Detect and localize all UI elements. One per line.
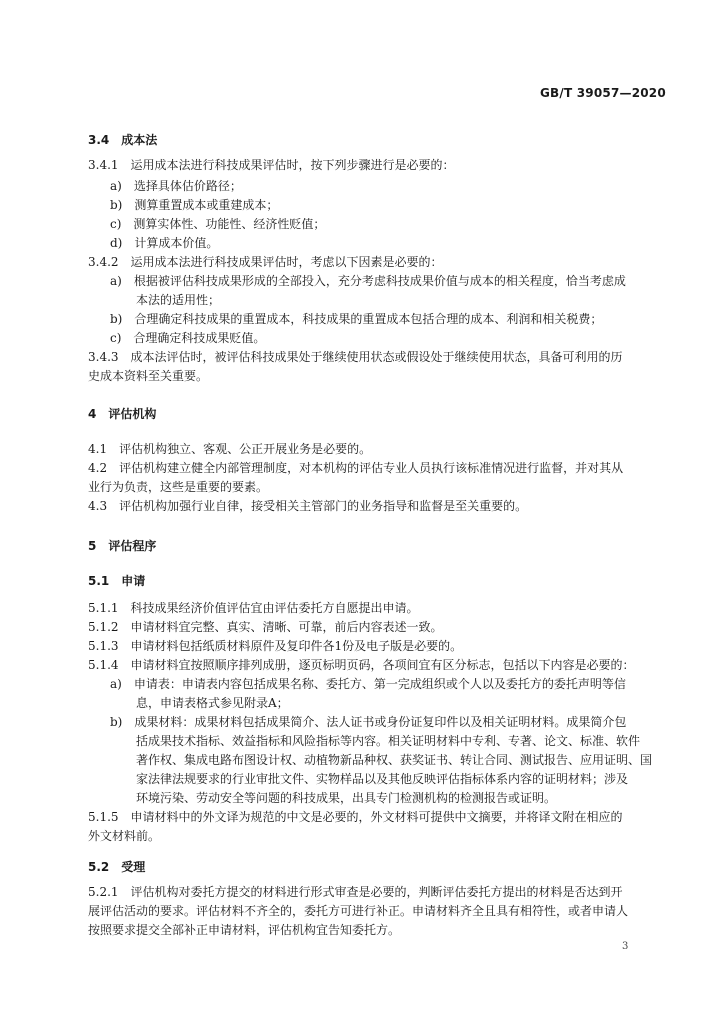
list-item-continuation: 家法律法规要求的行业审批文件、实物样品以及其他反映评估指标体系内容的证明材料；涉及: [136, 772, 629, 786]
section-4-heading: 4 评估机构: [88, 407, 157, 421]
list-item-continuation: 括成果技术指标、效益指标和风险指标等内容。相关证明材料中专利、专著、论文、标准、软件: [136, 734, 641, 748]
clause-3-4-3: 3.4.3 成本法评估时，被评估科技成果处于继续使用状态或假设处于继续使用状态，具备可利用的历: [88, 350, 623, 364]
section-5-heading: 5 评估程序: [88, 539, 157, 553]
list-item: b) 成果材料：成果材料包括成果简介、法人证书或身份证复印件以及相关证明材料。成果简介包: [110, 715, 627, 729]
clause-5-2-1: 5.2.1 评估机构对委托方提交的材料进行形式审查是必要的，判断评估委托方提出的材料是否达到开: [88, 885, 623, 899]
list-item: b) 合理确定科技成果的重置成本，科技成果的重置成本包括合理的成本、利润和相关税费；: [110, 312, 603, 326]
clause-3-4-3-continuation: 史成本资料至关重要。: [88, 369, 209, 383]
list-item: c) 测算实体性、功能性、经济性贬值；: [110, 217, 326, 231]
clause-5-1-2: 5.1.2 申请材料宜完整、真实、清晰、可靠，前后内容表述一致。: [88, 620, 443, 634]
clause-4-2-continuation: 业行为负责，这些是重要的要素。: [88, 480, 269, 494]
standard-number: GB/T 39057—2020: [540, 86, 666, 100]
list-item-continuation: 息，申请表格式参见附录A；: [136, 696, 289, 710]
list-item: a) 根据被评估科技成果形成的全部投入，充分考虑科技成果价值与成本的相关程度，恰当考虑成: [110, 274, 626, 288]
section-5-2-heading: 5.2 受理: [88, 860, 146, 874]
clause-3-4-2: 3.4.2 运用成本法进行科技成果评估时，考虑以下因素是必要的：: [88, 255, 443, 269]
clause-5-2-1-continuation: 按照要求提交全部补正申请材料，评估机构宜告知委托方。: [88, 923, 401, 937]
clause-5-1-4: 5.1.4 申请材料宜按照顺序排列成册，逐页标明页码，各项间宜有区分标志，包括以下内容是必要的：: [88, 658, 635, 672]
list-item: b) 测算重置成本或重建成本；: [110, 198, 279, 212]
list-item-continuation: 环境污染、劳动安全等问题的科技成果，出具专门检测机构的检测报告或证明。: [136, 791, 557, 805]
clause-4-2: 4.2 评估机构建立健全内部管理制度，对本机构的评估专业人员执行该标准情况进行监督，并对其从: [88, 461, 624, 475]
clause-4-1: 4.1 评估机构独立、客观、公正开展业务是必要的。: [88, 442, 372, 456]
clause-5-1-1: 5.1.1 科技成果经济价值评估宜由评估委托方自愿提出申请。: [88, 601, 419, 615]
list-item: a) 申请表：申请表内容包括成果名称、委托方、第一完成组织或个人以及委托方的委托声明等信: [110, 677, 626, 691]
list-item: a) 选择具体估价路径；: [110, 179, 242, 193]
clause-3-4-1: 3.4.1 运用成本法进行科技成果评估时，按下列步骤进行是必要的：: [88, 158, 455, 172]
section-3-4-heading: 3.4 成本法: [88, 133, 158, 147]
list-item-continuation: 本法的适用性；: [136, 293, 221, 307]
list-item: c) 合理确定科技成果贬值。: [110, 331, 266, 345]
list-item-continuation: 著作权、集成电路布图设计权、动植物新品种权、获奖证书、转让合同、测试报告、应用证明、国: [136, 753, 653, 767]
page-number: 3: [622, 941, 629, 952]
clause-4-3: 4.3 评估机构加强行业自律，接受相关主管部门的业务指导和监督是至关重要的。: [88, 499, 528, 513]
section-5-1-heading: 5.1 申请: [88, 574, 146, 588]
clause-5-2-1-continuation: 展评估活动的要求。评估材料不齐全的，委托方可进行补正。申请材料齐全且具有相符性，或者申请人: [88, 904, 629, 918]
clause-5-1-3: 5.1.3 申请材料包括纸质材料原件及复印件各1份及电子版是必要的。: [88, 639, 463, 653]
clause-5-1-5: 5.1.5 申请材料中的外文译为规范的中文是必要的，外文材料可提供中文摘要，并将译文附在相应的: [88, 810, 623, 824]
clause-5-1-5-continuation: 外文材料前。: [88, 829, 161, 843]
list-item: d) 计算成本价值。: [110, 236, 219, 250]
